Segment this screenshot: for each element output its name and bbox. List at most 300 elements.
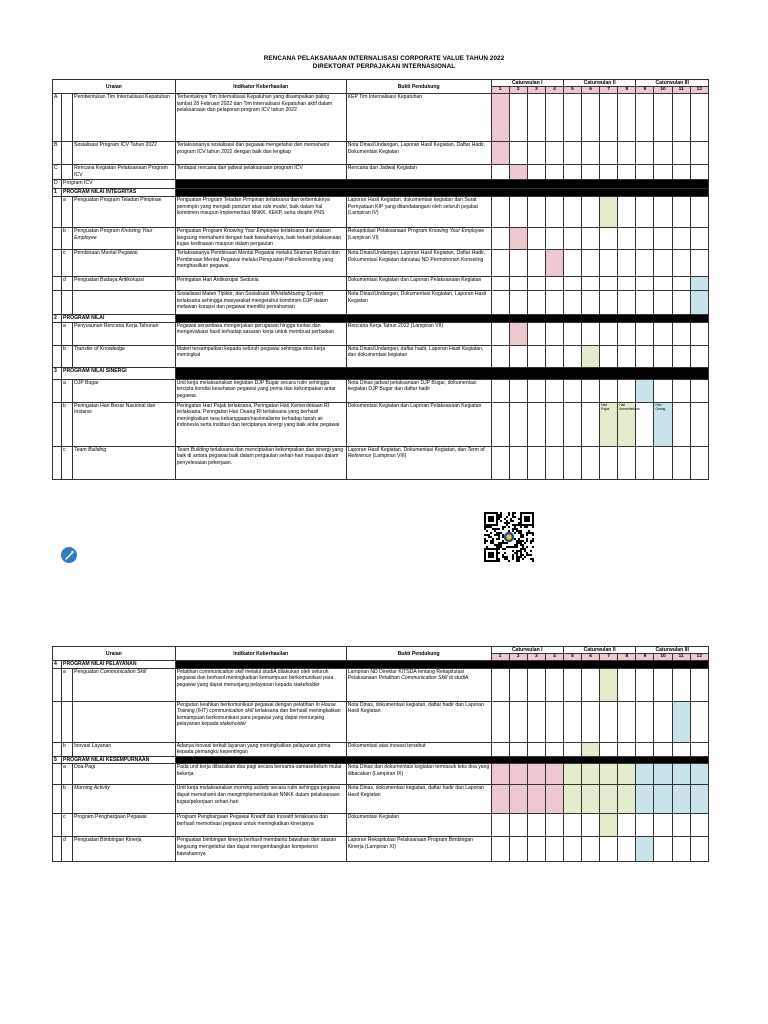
month-cell-6 (582, 764, 600, 785)
month-cell-1 (491, 701, 509, 742)
month-cell-8 (618, 837, 636, 862)
uraian-cell: Pembinaan Mental Pegawai (73, 250, 176, 277)
header-month-5: 5 (563, 654, 581, 661)
bukti-cell: Nota Dinas, dokumentasi kegiatan, daftar hadir dan Laporan Hasil Kegiatan (346, 701, 491, 742)
month-cell-8 (618, 197, 636, 228)
month-cell-7 (600, 228, 618, 250)
month-cell-1 (491, 94, 509, 142)
row-code: 1 (53, 189, 62, 197)
month-cell-4 (545, 402, 563, 446)
header-indikator: Indikator Keberhasilan (175, 647, 346, 661)
section-title: Program ICV (62, 180, 176, 189)
indikator-cell: Terlaksananya Pembinaan Mental Pegawai melalui Siraman Rohani dan Pembinaan Mental Pegawai melalui Penguatan Psiko/konseling yang menghasilkan pegawai (175, 250, 346, 277)
month-cell-12 (690, 379, 708, 402)
month-cell-12 (690, 837, 708, 862)
month-cell-6 (582, 742, 600, 756)
header-caturwulan-2: Caturwulan II (563, 80, 635, 87)
month-cell-3 (527, 814, 545, 837)
month-cell-11 (672, 228, 690, 250)
bukti-cell: Rencana Kerja Tahun 2022 (Lampiran VII) (346, 322, 491, 345)
month-cell-11 (672, 379, 690, 402)
table1-row (53, 197, 709, 228)
month-cell-12 (690, 250, 708, 277)
row-letter: c (62, 814, 73, 837)
month-cell-3 (527, 165, 545, 180)
indikator-cell: Adanya inovasi terkait layanan yang meningkatkan pelayanan prima kepada pemangku kepentingan (175, 742, 346, 756)
uraian-cell: Program Penghargaan Pegawai (73, 814, 176, 837)
bukti-cell: KEP Tim Internalisasi Kepatuhan (346, 94, 491, 142)
month-cell-10 (654, 379, 672, 402)
month-cell-11 (672, 277, 690, 291)
uraian-cell: Penguatan Communication Skill (73, 668, 176, 701)
uraian-cell: Penguatan Program Teladan Pimpinan (73, 197, 176, 228)
month-cell-11 (672, 785, 690, 814)
month-cell-10 (654, 764, 672, 785)
month-cell-9 (636, 701, 654, 742)
month-cell-10 (654, 250, 672, 277)
uraian-cell (73, 291, 176, 315)
row-code (53, 764, 62, 785)
row-code: 2 (53, 315, 62, 323)
section-bar (175, 756, 708, 764)
month-cell-11 (672, 345, 690, 367)
month-cell-3 (527, 742, 545, 756)
row-letter: c (62, 446, 73, 479)
header-uraian: Uraian (53, 647, 176, 661)
month-cell-9 (636, 228, 654, 250)
month-cell-5 (563, 291, 581, 315)
month-cell-9 (636, 94, 654, 142)
uraian-cell: Penguatan Budaya Antikorupsi (73, 277, 176, 291)
month-cell-11 (672, 402, 690, 446)
uraian-cell: Pembentukan Tim Internalisasi Kepatuhan (73, 94, 176, 142)
month-cell-12 (690, 446, 708, 479)
indikator-cell: Pengutan keahlian berkomunikasi pegawai dengan pelatihan In House Training (IHT) communication skill terlaksana dan berhasil meningkatkan kemampuan berkomunikasi para pegawai yang dapat menunjang pelayanan kepada stakeholder (175, 701, 346, 742)
header-bukti: Bukti Pendukung (346, 80, 491, 94)
month-cell-1 (491, 228, 509, 250)
month-cell-10 (654, 668, 672, 701)
month-cell-4 (545, 764, 563, 785)
month-cell-2 (509, 228, 527, 250)
header-month-12: 12 (690, 654, 708, 661)
month-cell-6 (582, 142, 600, 165)
month-cell-5 (563, 785, 581, 814)
month-cell-6 (582, 228, 600, 250)
month-cell-11 (672, 250, 690, 277)
month-cell-11 (672, 446, 690, 479)
month-cell-11 (672, 165, 690, 180)
month-cell-1 (491, 742, 509, 756)
month-cell-1 (491, 165, 509, 180)
month-cell-1 (491, 345, 509, 367)
table2-row (53, 742, 709, 756)
table1-row (53, 180, 709, 189)
month-cell-1 (491, 142, 509, 165)
month-cell-10 (654, 277, 672, 291)
header-month-2: 2 (509, 654, 527, 661)
month-cell-7 (600, 165, 618, 180)
month-cell-5 (563, 402, 581, 446)
month-cell-4 (545, 446, 563, 479)
month-cell-12 (690, 197, 708, 228)
month-cell-6 (582, 446, 600, 479)
section-title: PROGRAM NILAI SINERGI (62, 367, 176, 379)
table2-row (53, 785, 709, 814)
section-bar (175, 661, 708, 669)
bukti-cell: Nota Dinas/Undangan, Dokumentasi Kegiatan, Laporan Hasil Kegiatan (346, 291, 491, 315)
row-code (53, 277, 62, 291)
month-cell-4 (545, 228, 563, 250)
bukti-cell: Dokumentasi Kegiatan (346, 814, 491, 837)
row-letter: d (62, 837, 73, 862)
section-title: PROGRAM NILAI PELAYANAN (62, 661, 176, 669)
header-month-11: 11 (672, 654, 690, 661)
month-cell-4 (545, 165, 563, 180)
uraian-cell: DJP Bugar (73, 379, 176, 402)
table2-row (53, 814, 709, 837)
table1-row (53, 189, 709, 197)
month-cell-9 (636, 837, 654, 862)
month-cell-9 (636, 277, 654, 291)
month-cell-10 (654, 94, 672, 142)
month-cell-12 (690, 142, 708, 165)
month-cell-8 (618, 345, 636, 367)
month-cell-7 (600, 446, 618, 479)
month-cell-12 (690, 322, 708, 345)
header-month-4: 4 (545, 87, 563, 94)
month-cell-8 (618, 446, 636, 479)
table1-row (53, 94, 709, 142)
month-cell-8 (618, 277, 636, 291)
month-cell-1 (491, 764, 509, 785)
month-cell-9 (636, 814, 654, 837)
uraian-cell: Team Building (73, 446, 176, 479)
bukti-cell: Dokumentasi Kegiatan dan Laporan Pelaksanaan Kegiatan (346, 277, 491, 291)
indikator-cell: Penguatan bimbingan kinerja berhasil membantu bawahan dan atasan langsung mengetahui dan dapat mengembangkan kompetensi bawahannya (175, 837, 346, 862)
uraian-cell: Rencana Kegiatan Pelaksanaan Program ICV (73, 165, 176, 180)
pen-logo-icon (61, 547, 77, 563)
month-cell-1 (491, 291, 509, 315)
row-code: B (53, 142, 62, 165)
table2-row (53, 756, 709, 764)
month-cell-12 (690, 94, 708, 142)
month-cell-10 (654, 742, 672, 756)
month-cell-9 (636, 142, 654, 165)
month-cell-4 (545, 701, 563, 742)
row-code: 4 (53, 661, 62, 669)
month-cell-1 (491, 785, 509, 814)
indikator-cell: Materi tersampaikan kepada seluruh pegawai sehingga etos kerja meningkat (175, 345, 346, 367)
month-cell-7 (600, 345, 618, 367)
month-cell-8 (618, 142, 636, 165)
month-cell-4 (545, 742, 563, 756)
month-cell-4 (545, 197, 563, 228)
month-cell-2 (509, 402, 527, 446)
header-month-8: 8 (618, 654, 636, 661)
month-cell-6 (582, 814, 600, 837)
table2-row (53, 661, 709, 669)
uraian-cell: Doa Pagi (73, 764, 176, 785)
month-cell-9 (636, 785, 654, 814)
month-cell-7 (600, 291, 618, 315)
month-cell-12 (690, 764, 708, 785)
month-cell-8 (618, 764, 636, 785)
row-letter: b (62, 228, 73, 250)
uraian-cell: Penguatan Bimbingan Kinerja (73, 837, 176, 862)
month-cell-1 (491, 814, 509, 837)
month-cell-8 (618, 250, 636, 277)
row-code: A (53, 94, 62, 142)
qr-code-icon (484, 512, 534, 562)
month-cell-5 (563, 322, 581, 345)
table1-row (53, 345, 709, 367)
month-cell-11 (672, 94, 690, 142)
section-bar (175, 189, 708, 197)
header-caturwulan-1: Caturwulan I (491, 647, 563, 654)
section-bar (175, 367, 708, 379)
month-cell-12 (690, 165, 708, 180)
month-cell-9 (636, 764, 654, 785)
month-cell-3 (527, 250, 545, 277)
row-code: D (53, 180, 62, 189)
month-cell-3 (527, 785, 545, 814)
uraian-cell: Peringatan Hari Besar Nasional dan Instansi (73, 402, 176, 446)
bukti-cell: Nota Dinas dan dokumentasi kegiatan termasuk teks doa yang dibacakan (Lampiran IX) (346, 764, 491, 785)
indikator-cell: Penguatan Program Teladan Pimpinan terlaksana dan terbentuknya pemimpin yang menjadi panutan atas role model, baik dalam hal komitmen maupun implementasi NNKK, KEKP, serta disiplin PNS (175, 197, 346, 228)
month-cell-2 (509, 250, 527, 277)
month-cell-9 (636, 668, 654, 701)
row-code (53, 785, 62, 814)
month-cell-10 (654, 228, 672, 250)
month-cell-11 (672, 668, 690, 701)
month-cell-12 (690, 345, 708, 367)
month-cell-5 (563, 197, 581, 228)
month-cell-4 (545, 291, 563, 315)
row-letter (62, 94, 73, 142)
month-cell-5 (563, 379, 581, 402)
month-cell-12 (690, 277, 708, 291)
month-cell-3 (527, 291, 545, 315)
month-cell-11 (672, 837, 690, 862)
row-letter: b (62, 742, 73, 756)
month-cell-7 (600, 837, 618, 862)
month-cell-1 (491, 402, 509, 446)
month-cell-6 (582, 277, 600, 291)
month-cell-1 (491, 837, 509, 862)
row-letter: a (62, 197, 73, 228)
indikator-cell: Sosialisasi Materi Tipikor, dan Sosialisasi Whistleblowing System terlaksana sehingga masyarakat mengetahui komitmen DJP dalam melawan korupsi dan pegawai memiliki pemahaman (175, 291, 346, 315)
month-cell-3 (527, 837, 545, 862)
indikator-cell: Terbentuknya Tim Internalisasi Kepatuhan yang disampaikan paling lambat 28 Februari 2022 dan Tim internalisasi Kepatuhan aktif dalam pelaksanaan dan pelaporan program ICV tahun 2022 (175, 94, 346, 142)
row-code (53, 814, 62, 837)
month-cell-2 (509, 785, 527, 814)
month-cell-10 (654, 701, 672, 742)
month-cell-3 (527, 228, 545, 250)
indikator-cell: Pegawai senantiasa mengerjakan perugasan hingga tuntas dan mengevaluasi hasil terhadap sasaran kerja untuk membuat perbaikan (175, 322, 346, 345)
month-cell-12 (690, 742, 708, 756)
month-cell-10 (654, 837, 672, 862)
month-cell-7 (600, 764, 618, 785)
month-cell-12 (690, 701, 708, 742)
month-cell-2 (509, 142, 527, 165)
header-caturwulan-1: Caturwulan I (491, 80, 563, 87)
header-month-12: 12 (690, 87, 708, 94)
bukti-cell: Laporan Rekapitulasi Pelaksanaan Program Bimbingan Kinerja (Lampiran XI) (346, 837, 491, 862)
month-cell-5 (563, 446, 581, 479)
month-cell-8 (618, 785, 636, 814)
bukti-cell: Lampiran ND Direktur KITSDA tentang Rekapitulasi Pelaksanaan Pelatihan Communication Skill di studiA (346, 668, 491, 701)
month-cell-1 (491, 668, 509, 701)
month-cell-10 (654, 785, 672, 814)
month-cell-5 (563, 764, 581, 785)
month-cell-9 (636, 322, 654, 345)
month-cell-2 (509, 668, 527, 701)
month-cell-3 (527, 764, 545, 785)
table1-row (53, 402, 709, 446)
month-cell-5 (563, 277, 581, 291)
month-cell-6 (582, 701, 600, 742)
month-cell-4 (545, 94, 563, 142)
month-cell-7 (600, 742, 618, 756)
month-cell-11 (672, 322, 690, 345)
header-month-3: 3 (527, 654, 545, 661)
row-code (53, 742, 62, 756)
header-month-5: 5 (563, 87, 581, 94)
bukti-cell: Rencana dan Jadwal Kegiatan (346, 165, 491, 180)
indikator-cell: Program Penghargaan Pegawai Kreatif dan Inovatif terlaksana dan berhasil memotivasi pegawai untuk meningkatkan kinerjanya (175, 814, 346, 837)
month-cell-5 (563, 345, 581, 367)
section-title: PROGRAM NILAI KESEMPURNAAN (62, 756, 176, 764)
uraian-cell: Inovasi Layanan (73, 742, 176, 756)
month-cell-7: Hari Pajak (600, 402, 618, 446)
month-cell-3 (527, 668, 545, 701)
header-month-1: 1 (491, 87, 509, 94)
table2-row (53, 701, 709, 742)
month-cell-12 (690, 228, 708, 250)
month-cell-2 (509, 291, 527, 315)
header-month-7: 7 (600, 654, 618, 661)
month-cell-4 (545, 379, 563, 402)
month-cell-2 (509, 165, 527, 180)
bukti-cell: Nota Dinas/Undangan, Laporan Hasil Kegiatan, Daftar Hadir, Dokumentasi Kegiatan (346, 142, 491, 165)
table1-row (53, 322, 709, 345)
month-cell-8 (618, 322, 636, 345)
month-cell-2 (509, 322, 527, 345)
month-cell-7 (600, 785, 618, 814)
month-cell-1 (491, 250, 509, 277)
month-cell-6 (582, 197, 600, 228)
row-letter: b (62, 785, 73, 814)
month-cell-7 (600, 379, 618, 402)
month-cell-4 (545, 814, 563, 837)
row-code (53, 228, 62, 250)
uraian-cell (73, 701, 176, 742)
month-cell-11 (672, 764, 690, 785)
month-cell-6 (582, 379, 600, 402)
table1-row (53, 291, 709, 315)
month-cell-3 (527, 322, 545, 345)
row-letter: d (62, 277, 73, 291)
header-month-8: 8 (618, 87, 636, 94)
month-cell-3 (527, 402, 545, 446)
row-letter: a (62, 322, 73, 345)
indikator-cell: Peringatan Hari Antikorupsi Sedunia (175, 277, 346, 291)
row-code (53, 322, 62, 345)
schedule-table-page-1 (52, 79, 709, 480)
month-cell-2 (509, 94, 527, 142)
uraian-cell: Penyusunan Rencana Kerja Tahunan (73, 322, 176, 345)
month-cell-4 (545, 785, 563, 814)
indikator-cell: Unit kerja melaksanakan kegiatan DJP Bugar secara rutin sehingga tercipta kondisi kesehatan pegawai yang prima dan kekompakan antar pegawai. (175, 379, 346, 402)
month-cell-2 (509, 379, 527, 402)
header-uraian: Uraian (53, 80, 176, 94)
section-bar (175, 315, 708, 323)
table1-row (53, 142, 709, 165)
month-cell-10 (654, 142, 672, 165)
month-cell-10 (654, 322, 672, 345)
bukti-cell: Nota Dinas jadwal pelaksanaan DJP Bugar, dokumentasi kegiatan DJP Bugar dan daftar hadir (346, 379, 491, 402)
month-cell-1 (491, 322, 509, 345)
header-month-11: 11 (672, 87, 690, 94)
month-cell-12 (690, 814, 708, 837)
month-cell-11 (672, 197, 690, 228)
month-cell-6 (582, 668, 600, 701)
month-cell-9 (636, 291, 654, 315)
month-cell-6 (582, 94, 600, 142)
month-cell-11 (672, 291, 690, 315)
indikator-cell: Team Building terlaksana dan menciptakan kekompakan dan sinergi yang baik di antara pegawai baik dalam pergaulan sehari-hari maupun dalam penyelesaian pekerjaan. (175, 446, 346, 479)
month-cell-12 (690, 291, 708, 315)
month-cell-3 (527, 379, 545, 402)
month-cell-7 (600, 322, 618, 345)
month-cell-2 (509, 345, 527, 367)
row-code (53, 701, 62, 742)
table2-row (53, 668, 709, 701)
month-cell-12 (690, 785, 708, 814)
schedule-table-page-2 (52, 646, 709, 862)
uraian-cell: Penguatan Program Knowing Your Employee (73, 228, 176, 250)
table2-row (53, 837, 709, 862)
row-letter: c (62, 250, 73, 277)
document-title: RENCANA PELAKSANAAN INTERNALISASI CORPORATE VALUE TAHUN 2022 (263, 55, 505, 62)
indikator-cell: Pelatihan communication skill melalui studiA dilakukan oleh seluruh pegawai dan berhasil meningkatkan kemampuan berkomunikasi para pegawai yang dapat menunjang pelayanan kepada stakeholder (175, 668, 346, 701)
month-cell-6 (582, 785, 600, 814)
month-cell-5 (563, 814, 581, 837)
month-cell-8 (618, 701, 636, 742)
row-letter: a (62, 764, 73, 785)
table1-row (53, 277, 709, 291)
header-caturwulan-3: Caturwulan III (636, 647, 709, 654)
section-title: PROGRAM NILAI (62, 315, 176, 323)
header-month-1: 1 (491, 654, 509, 661)
month-cell-8: Hari Kemerdekaan (618, 402, 636, 446)
month-cell-10 (654, 446, 672, 479)
bukti-cell: Dokumentasi atas inovasi tersebut (346, 742, 491, 756)
table1-row (53, 250, 709, 277)
row-code (53, 197, 62, 228)
month-cell-4 (545, 142, 563, 165)
table1-row (53, 165, 709, 180)
month-cell-7 (600, 277, 618, 291)
month-cell-4 (545, 668, 563, 701)
month-cell-10 (654, 814, 672, 837)
month-cell-10 (654, 197, 672, 228)
month-cell-11 (672, 742, 690, 756)
table1-row (53, 446, 709, 479)
month-cell-1 (491, 446, 509, 479)
month-cell-2 (509, 814, 527, 837)
table1-row (53, 228, 709, 250)
